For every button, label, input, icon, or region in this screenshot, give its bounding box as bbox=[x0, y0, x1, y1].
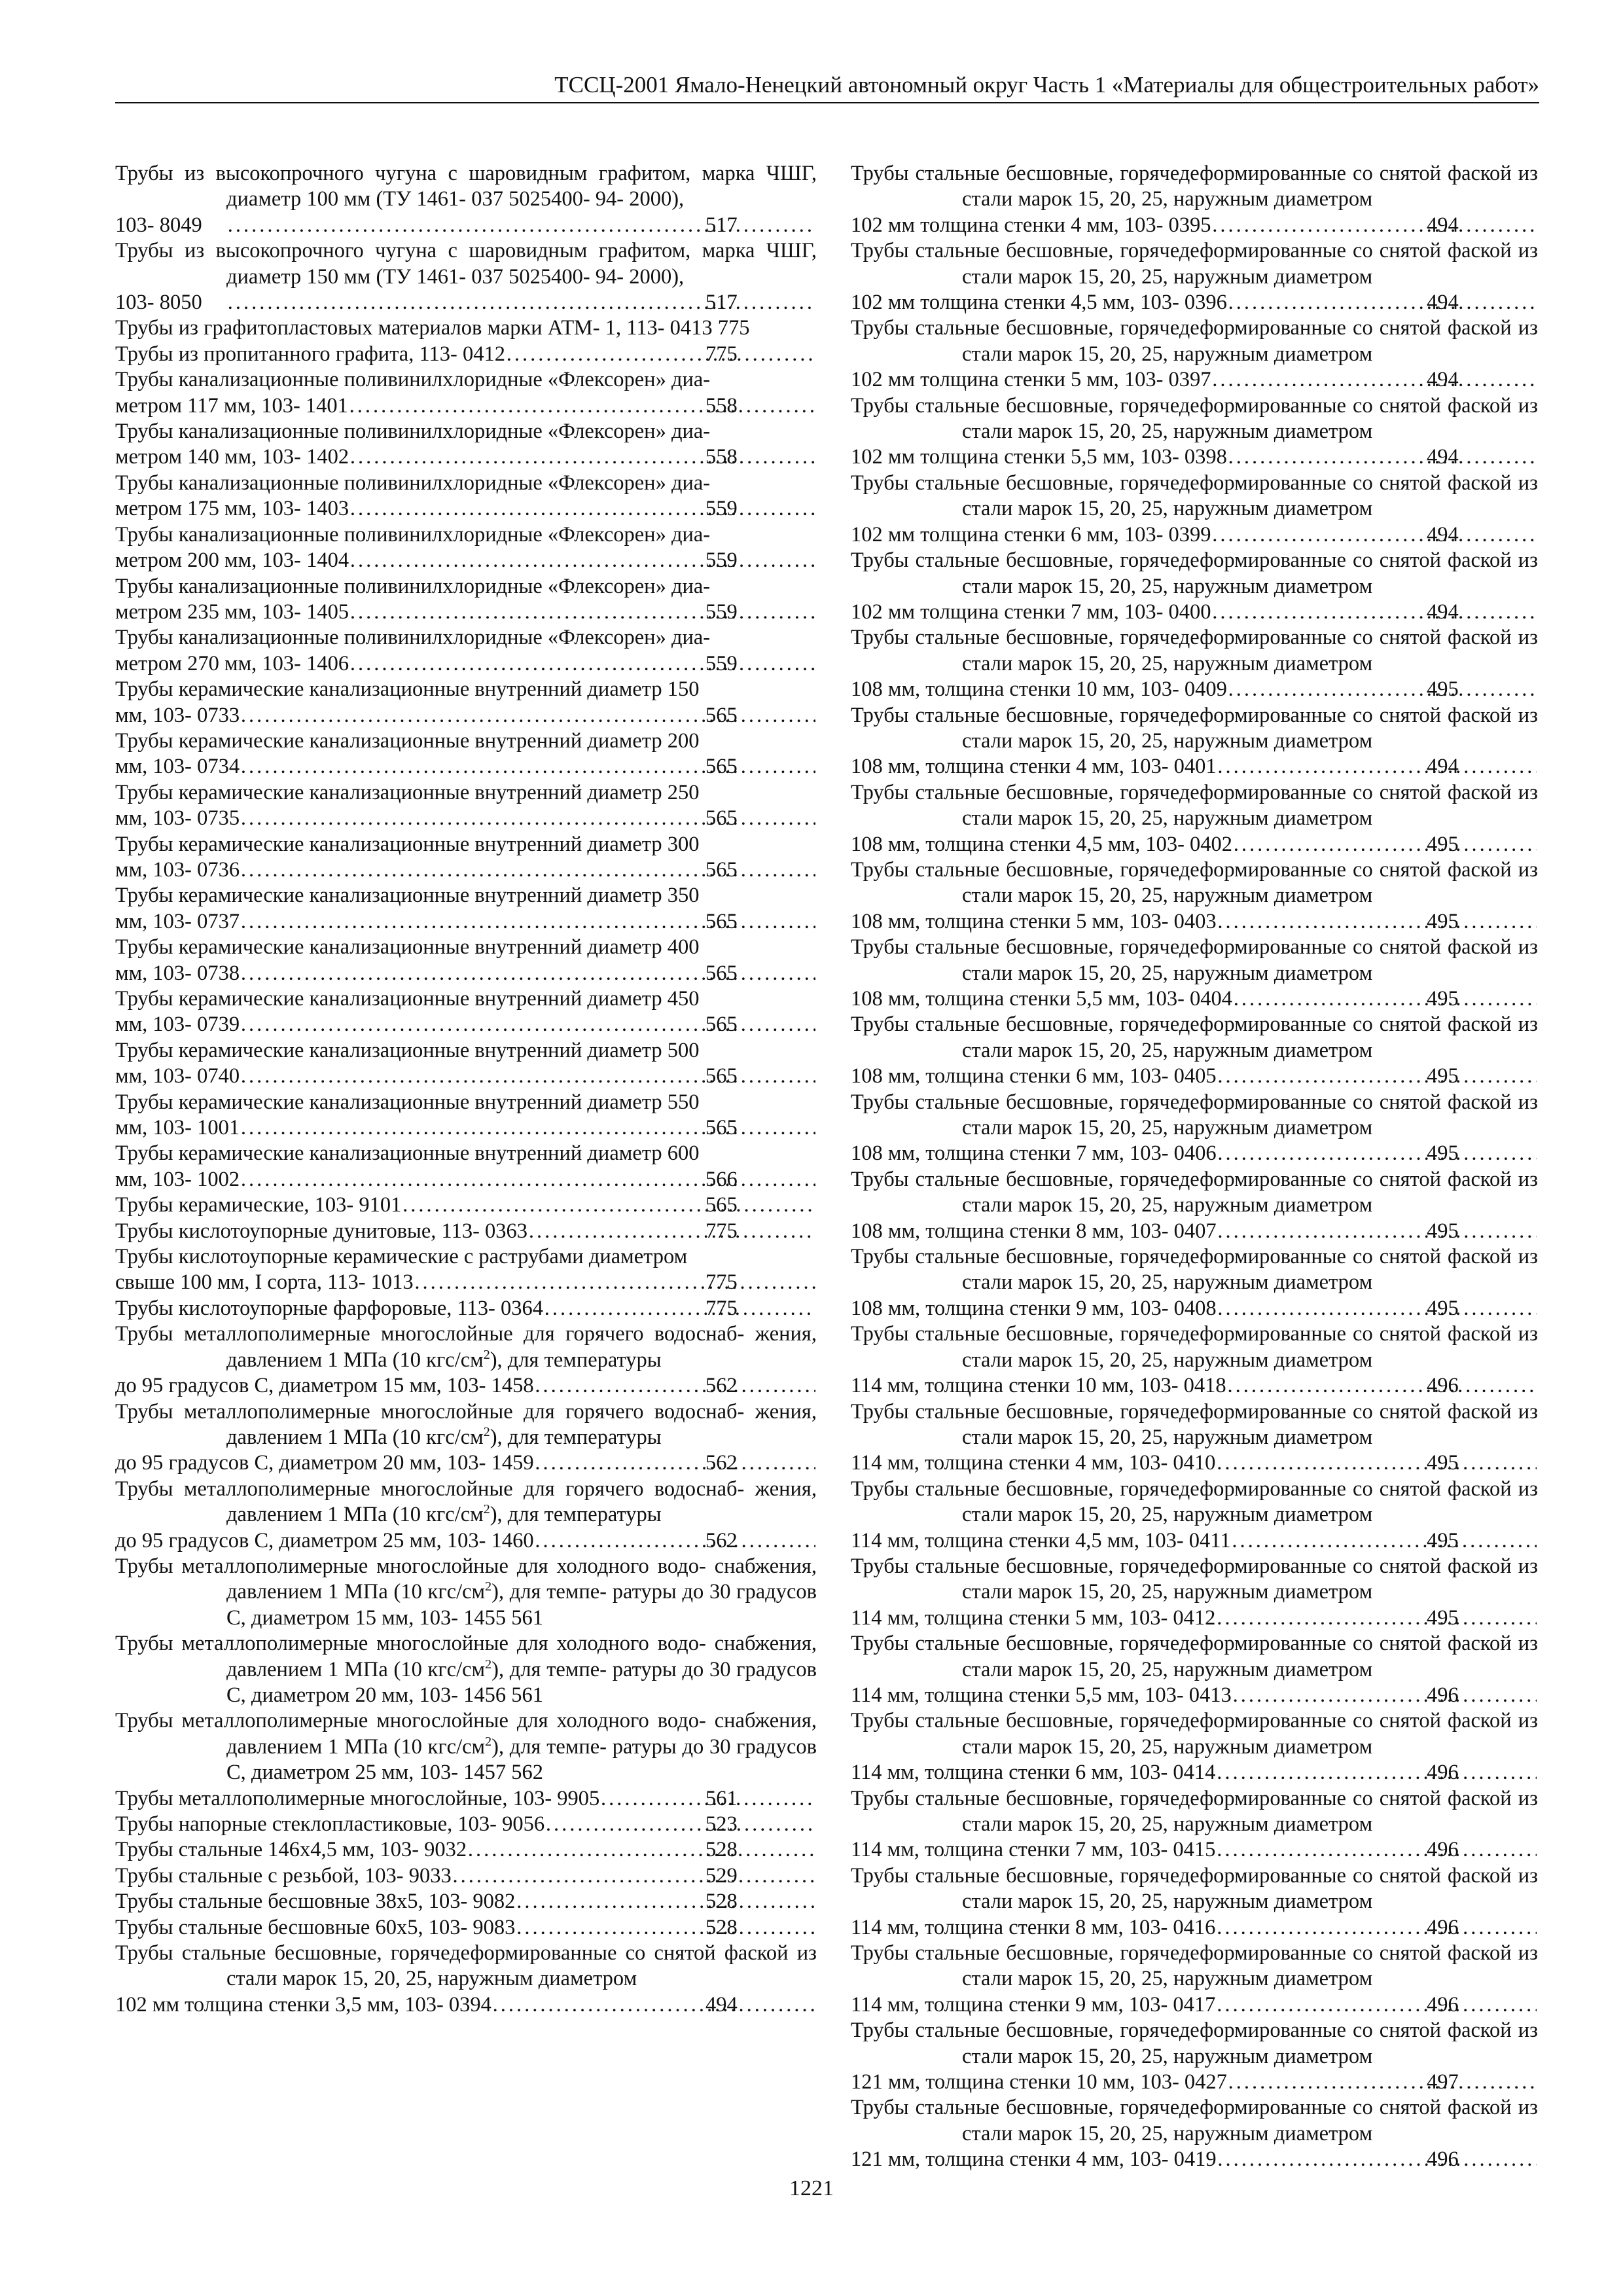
index-entry-code: 102 мм толщина стенки 4 мм, 103- 0395 bbox=[851, 213, 1211, 237]
index-entry bbox=[115, 728, 817, 780]
index-entry bbox=[851, 471, 1538, 548]
index-entry bbox=[115, 1399, 817, 1477]
dot-leader bbox=[1213, 522, 1537, 548]
index-entry-code: 108 мм, толщина стенки 8 мм, 103- 0407 bbox=[851, 1219, 1217, 1243]
index-entry-code: 108 мм, толщина стенки 6 мм, 103- 0405 bbox=[851, 1064, 1217, 1088]
index-entry bbox=[115, 1837, 817, 1863]
index-entry bbox=[851, 1708, 1538, 1785]
index-entry-line: мм, 103- 1001 ..... 565 bbox=[226, 1115, 817, 1141]
index-entry-code: метром 270 мм, 103- 1406 bbox=[115, 651, 349, 675]
index-entry-text: Трубы стальные бесшовные, горячедеформированные со снятой фаской из стали марок 15, 20, 25, наружным диаметром bbox=[851, 1167, 1538, 1217]
index-entry-line: метром 117 мм, 103- 1401 ..... 558 bbox=[226, 393, 817, 419]
index-entry-line: 114 мм, толщина стенки 6 мм, 103- 0414 ..... 496 bbox=[962, 1760, 1538, 1785]
index-entry-text: Трубы стальные бесшовные, горячедеформированные со снятой фаской из стали марок 15, 20, 25, наружным диаметром bbox=[851, 471, 1538, 521]
index-entry bbox=[851, 393, 1538, 471]
index-entry bbox=[115, 1090, 817, 1141]
index-entry bbox=[115, 1193, 817, 1218]
index-entry-line: 108 мм, толщина стенки 7 мм, 103- 0406 ..... 495 bbox=[962, 1141, 1538, 1166]
index-entry bbox=[115, 1863, 817, 1889]
index-entry-code: мм, 103- 1001 bbox=[115, 1116, 240, 1140]
index-entry-line: 102 мм толщина стенки 4,5 мм, 103- 0396 ..... 494 bbox=[962, 290, 1538, 315]
dot-leader bbox=[1218, 1219, 1537, 1244]
index-entry-text: Трубы металлополимерные многослойные для горячего водоснаб- жения, давлением 1 МПа (10 кгс/$см^2$), для температуры bbox=[115, 1322, 817, 1372]
dot-leader bbox=[1233, 1683, 1537, 1708]
index-entry bbox=[115, 1915, 817, 1941]
index-entry bbox=[851, 1631, 1538, 1708]
index-entry-line: 108 мм, толщина стенки 8 мм, 103- 0407 ..... 495 bbox=[962, 1219, 1538, 1244]
index-entry-code: 108 мм, толщина стенки 5,5 мм, 103- 0404 bbox=[851, 987, 1233, 1011]
index-entry-code: 114 мм, толщина стенки 5 мм, 103- 0412 bbox=[851, 1605, 1216, 1630]
index-entry-line: 108 мм, толщина стенки 10 мм, 103- 0409 ..... 495 bbox=[962, 677, 1538, 702]
dot-leader bbox=[1218, 754, 1537, 780]
index-entry-code: до 95 градусов С, диаметром 15 мм, 103- 1458 bbox=[115, 1374, 534, 1398]
dot-leader bbox=[507, 342, 815, 367]
index-entry-code: 102 мм толщина стенки 5,5 мм, 103- 0398 bbox=[851, 445, 1227, 469]
index-entry-line: Трубы кислотоупорные дунитовые, 113- 0363 ..... 775 bbox=[226, 1219, 817, 1244]
index-entry-code: 108 мм, толщина стенки 5 мм, 103- 0403 bbox=[851, 909, 1217, 933]
index-entry-line: 103- 8049 ..... 517 bbox=[226, 213, 817, 238]
index-column-left bbox=[115, 161, 817, 2018]
index-entry-text: Трубы из графитопластовых материалов марки АТМ- 1, 113- 0413 775 bbox=[115, 316, 750, 340]
dot-leader bbox=[1217, 1837, 1537, 1863]
index-entry bbox=[115, 935, 817, 986]
index-entry-code: метром 175 мм, 103- 1403 bbox=[115, 497, 349, 521]
index-entry-text: Трубы стальные бесшовные, горячедеформированные со снятой фаской из стали марок 15, 20, 25, наружным диаметром bbox=[851, 548, 1538, 598]
index-entry-line: метром 200 мм, 103- 1404 ..... 559 bbox=[226, 548, 817, 573]
index-entry-text: Трубы стальные бесшовные, горячедеформированные со снятой фаской из стали марок 15, 20, 25, наружным диаметром bbox=[851, 2018, 1538, 2068]
index-entry-line: Трубы стальные с резьбой, 103- 9033 ..... 529 bbox=[226, 1863, 817, 1889]
index-entry-text: Трубы стальные бесшовные, горячедеформированные со снятой фаской из стали марок 15, 20, 25, наружным диаметром bbox=[851, 239, 1538, 289]
index-entry-text: Трубы стальные бесшовные, горячедеформированные со снятой фаской из стали марок 15, 20, 25, наружным диаметром bbox=[851, 1322, 1538, 1372]
index-entry bbox=[115, 1631, 817, 1708]
index-entry-line: мм, 103- 0736 ..... 565 bbox=[226, 857, 817, 883]
index-entry-text: Трубы стальные бесшовные, горячедеформированные со снятой фаской из стали марок 15, 20, 25, наружным диаметром bbox=[851, 1941, 1538, 1991]
dot-leader bbox=[402, 1193, 815, 1218]
index-entry-code: 114 мм, толщина стенки 9 мм, 103- 0417 bbox=[851, 1992, 1216, 2017]
dot-leader bbox=[1234, 986, 1537, 1012]
index-entry-code: 102 мм толщина стенки 3,5 мм, 103- 0394 bbox=[115, 1992, 491, 2017]
index-entry bbox=[851, 703, 1538, 780]
dot-leader bbox=[535, 1450, 815, 1476]
index-entry bbox=[115, 342, 817, 367]
index-entry-text: Трубы стальные бесшовные, горячедеформированные со снятой фаской из стали марок 15, 20, 25, наружным диаметром bbox=[851, 703, 1538, 753]
index-entry-text: Трубы стальные бесшовные, горячедеформированные со снятой фаской из стали марок 15, 20, 25, наружным диаметром bbox=[851, 1245, 1538, 1295]
index-entry-text: Трубы стальные бесшовные, горячедеформированные со снятой фаской из стали марок 15, 20, 25, наружным диаметром bbox=[851, 1554, 1538, 1604]
index-entry-text: Трубы керамические канализационные внутренний диаметр 600 bbox=[115, 1141, 700, 1166]
index-entry bbox=[115, 677, 817, 728]
index-entry-text: Трубы канализационные поливинилхлоридные «Флексорен» диа- bbox=[115, 368, 711, 392]
index-entry-line: 102 мм толщина стенки 5,5 мм, 103- 0398 ..... 494 bbox=[962, 444, 1538, 470]
index-entry-text: Трубы керамические канализационные внутренний диаметр 500 bbox=[115, 1038, 700, 1062]
index-entry-text: Трубы канализационные поливинилхлоридные «Флексорен» диа- bbox=[115, 471, 711, 495]
index-entry-line: 114 мм, толщина стенки 4 мм, 103- 0410 ..... 495 bbox=[962, 1450, 1538, 1476]
index-entry-line: Трубы стальные бесшовные 60х5, 103- 9083 ..... 528 bbox=[226, 1915, 817, 1941]
index-entry-text: Трубы стальные бесшовные, горячедеформированные со снятой фаской из стали марок 15, 20, 25, наружным диаметром bbox=[851, 857, 1538, 908]
index-entry-line: 108 мм, толщина стенки 5 мм, 103- 0403 ..... 495 bbox=[962, 909, 1538, 935]
index-entry-line: 114 мм, толщина стенки 10 мм, 103- 0418 ..... 496 bbox=[962, 1373, 1538, 1399]
dot-leader bbox=[1234, 832, 1537, 857]
index-entry-text: Трубы стальные бесшовные, горячедеформированные со снятой фаской из стали марок 15, 20, 25, наружным диаметром bbox=[851, 1632, 1538, 1681]
index-entry-line: 121 мм, толщина стенки 4 мм, 103- 0419 ..... 496 bbox=[962, 2147, 1538, 2172]
dot-leader bbox=[1218, 1296, 1537, 1321]
index-entry-line: 108 мм, толщина стенки 4 мм, 103- 0401 ..... 494 bbox=[962, 754, 1538, 780]
dot-leader bbox=[1228, 677, 1537, 702]
index-entry bbox=[851, 1863, 1538, 1941]
index-entry-code: мм, 103- 0735 bbox=[115, 806, 240, 831]
index-entry-text: Трубы канализационные поливинилхлоридные «Флексорен» диа- bbox=[115, 522, 711, 547]
index-entry-code: 121 мм, толщина стенки 10 мм, 103- 0427 bbox=[851, 2070, 1227, 2094]
index-entry-text: Трубы кислотоупорные керамические с раструбами диаметром bbox=[115, 1245, 688, 1269]
index-entry-line: мм, 103- 0740 ..... 565 bbox=[226, 1064, 817, 1089]
running-header: ТССЦ-2001 Ямало-Ненецкий автономный округ Часть 1 «Материалы для общестроительных работ» bbox=[115, 71, 1539, 103]
index-entry-code: мм, 103- 1002 bbox=[115, 1167, 240, 1191]
index-entry-code: 108 мм, толщина стенки 9 мм, 103- 0408 bbox=[851, 1296, 1217, 1320]
index-entry bbox=[115, 1477, 817, 1554]
index-entry-code: 121 мм, толщина стенки 4 мм, 103- 0419 bbox=[851, 2147, 1217, 2172]
index-entry-code: Трубы стальные бесшовные 60х5, 103- 9083 bbox=[115, 1915, 516, 1939]
index-entry bbox=[115, 419, 817, 471]
index-entry bbox=[851, 1941, 1538, 2018]
index-entry-text: Трубы металлополимерные многослойные для горячего водоснаб- жения, давлением 1 МПа (10 кгс/$см^2$), для температуры bbox=[115, 1477, 817, 1527]
index-entry-line: Трубы стальные бесшовные 38х5, 103- 9082 ..... 528 bbox=[226, 1889, 817, 1914]
index-entry-text: Трубы керамические канализационные внутренний диаметр 450 bbox=[115, 987, 700, 1011]
index-entry-code: мм, 103- 0733 bbox=[115, 703, 240, 727]
index-entry bbox=[115, 1554, 817, 1631]
index-entry-line: 114 мм, толщина стенки 4,5 мм, 103- 0411 ..... 495 bbox=[962, 1528, 1538, 1554]
index-entry-text: Трубы стальные бесшовные, горячедеформированные со снятой фаской из стали марок 15, 20, 25, наружным диаметром bbox=[851, 2096, 1538, 2145]
index-entry bbox=[851, 1477, 1538, 1554]
index-entry bbox=[851, 1167, 1538, 1244]
index-entry-code: 108 мм, толщина стенки 10 мм, 103- 0409 bbox=[851, 677, 1227, 702]
index-entry-line: Трубы кислотоупорные фарфоровые, 113- 0364 ..... 775 bbox=[226, 1296, 817, 1321]
index-entry-code: 114 мм, толщина стенки 7 мм, 103- 0415 bbox=[851, 1838, 1216, 1862]
index-entry bbox=[115, 1219, 817, 1244]
dot-leader bbox=[535, 1373, 815, 1399]
index-entry-line: мм, 103- 0738 ..... 565 bbox=[226, 961, 817, 986]
index-entry-line: мм, 103- 0735 ..... 565 bbox=[226, 806, 817, 831]
dot-leader bbox=[1213, 600, 1537, 625]
index-entry bbox=[115, 883, 817, 935]
index-entry-line: Трубы из пропитанного графита, 113- 0412 ..... 775 bbox=[226, 342, 817, 367]
index-entry-line: Трубы напорные стеклопластиковые, 103- 9056 ..... 523 bbox=[226, 1812, 817, 1837]
index-entry bbox=[115, 1812, 817, 1837]
index-entry-text: Трубы металлополимерные многослойные для холодного водо- снабжения, давлением 1 МПа (10 кгс/$см^2$), для темпе- ратуры до 30 градусов С, диаметром 15 мм, 103- 1455 561 bbox=[115, 1554, 817, 1630]
index-entry bbox=[115, 1708, 817, 1785]
index-entry-text: Трубы керамические канализационные внутренний диаметр 150 bbox=[115, 677, 700, 702]
index-entry bbox=[115, 367, 817, 419]
index-entry-line: 114 мм, толщина стенки 9 мм, 103- 0417 ..... 496 bbox=[962, 1992, 1538, 2018]
dot-leader bbox=[453, 1863, 815, 1889]
index-entry bbox=[851, 1786, 1538, 1863]
index-entry-code: метром 235 мм, 103- 1405 bbox=[115, 600, 349, 624]
dot-leader bbox=[349, 393, 815, 419]
index-entry-line: 108 мм, толщина стенки 4,5 мм, 103- 0402 ..... 495 bbox=[962, 832, 1538, 857]
index-entry-code: мм, 103- 0739 bbox=[115, 1013, 240, 1037]
index-entry-text: Трубы стальные бесшовные, горячедеформированные со снятой фаской из стали марок 15, 20, 25, наружным диаметром bbox=[851, 626, 1538, 675]
dot-leader bbox=[1218, 909, 1537, 935]
index-entry bbox=[115, 625, 817, 677]
index-entry-text: Трубы стальные бесшовные, горячедеформированные со снятой фаской из стали марок 15, 20, 25, наружным диаметром bbox=[851, 780, 1538, 831]
dot-leader bbox=[1217, 1450, 1537, 1476]
dot-leader bbox=[1228, 1373, 1537, 1399]
index-entry-text: Трубы стальные бесшовные, горячедеформированные со снятой фаской из стали марок 15, 20, 25, наружным диаметром bbox=[851, 162, 1538, 211]
index-entry bbox=[851, 238, 1538, 315]
index-entry-line: свыше 100 мм, I сорта, 113- 1013 ..... 775 bbox=[226, 1270, 817, 1295]
dot-leader bbox=[350, 651, 815, 677]
index-entry-line: 114 мм, толщина стенки 5 мм, 103- 0412 ..... 495 bbox=[962, 1605, 1538, 1631]
index-entry-code: Трубы стальные с резьбой, 103- 9033 bbox=[115, 1863, 452, 1888]
index-entry bbox=[851, 1321, 1538, 1399]
index-entry bbox=[851, 161, 1538, 238]
index-entry-line: мм, 103- 0737 ..... 565 bbox=[226, 909, 817, 935]
index-entry bbox=[851, 548, 1538, 625]
index-entry-line: 114 мм, толщина стенки 7 мм, 103- 0415 ..... 496 bbox=[962, 1837, 1538, 1863]
index-column-right bbox=[851, 161, 1538, 2173]
index-entry-text: Трубы керамические канализационные внутренний диаметр 350 bbox=[115, 884, 700, 908]
index-entry-text: Трубы металлополимерные многослойные для холодного водо- снабжения, давлением 1 МПа (10 кгс/$см^2$), для темпе- ратуры до 30 градусов С, диаметром 25 мм, 103- 1457 562 bbox=[115, 1709, 817, 1785]
index-entry-code: мм, 103- 0734 bbox=[115, 755, 240, 779]
index-entry bbox=[115, 574, 817, 626]
index-entry bbox=[851, 315, 1538, 393]
dot-leader bbox=[1217, 1992, 1537, 2018]
index-entry-text: Трубы стальные бесшовные, горячедеформированные со снятой фаской из стали марок 15, 20, 25, наружным диаметром bbox=[851, 1709, 1538, 1759]
index-entry-text: Трубы стальные бесшовные, горячедеформированные со снятой фаской из стали марок 15, 20, 25, наружным диаметром bbox=[851, 1090, 1538, 1140]
page-number: 1221 bbox=[789, 2176, 834, 2200]
index-entry bbox=[851, 935, 1538, 1012]
dot-leader bbox=[350, 548, 815, 573]
index-entry-code: 114 мм, толщина стенки 4 мм, 103- 0410 bbox=[851, 1451, 1216, 1475]
index-entry-line: метром 235 мм, 103- 1405 ..... 559 bbox=[226, 600, 817, 625]
index-entry-text: Трубы из высокопрочного чугуна с шаровидным графитом, марка ЧШГ, диаметр 100 мм (ТУ 1461- 037 5025400- 94- 2000), bbox=[115, 162, 817, 211]
index-entry-text: Трубы стальные бесшовные, горячедеформированные со снятой фаской из стали марок 15, 20, 25, наружным диаметром bbox=[851, 1399, 1538, 1449]
index-entry-text: Трубы канализационные поливинилхлоридные «Флексорен» диа- bbox=[115, 626, 711, 650]
index-entry-code: мм, 103- 0737 bbox=[115, 909, 240, 933]
index-entry-code: 102 мм толщина стенки 4,5 мм, 103- 0396 bbox=[851, 291, 1227, 315]
dot-leader bbox=[468, 1837, 815, 1863]
index-entry-code: 102 мм толщина стенки 5 мм, 103- 0397 bbox=[851, 368, 1211, 392]
index-entry-code: Трубы керамические, 103- 9101 bbox=[115, 1193, 402, 1217]
index-entry bbox=[851, 2095, 1538, 2172]
index-entry bbox=[115, 1141, 817, 1193]
dot-leader bbox=[1213, 367, 1537, 393]
index-entry-text: Трубы стальные бесшовные, горячедеформированные со снятой фаской из стали марок 15, 20, 25, наружным диаметром bbox=[851, 935, 1538, 985]
dot-leader bbox=[1228, 444, 1537, 470]
dot-leader bbox=[350, 600, 815, 625]
index-entry bbox=[851, 1244, 1538, 1321]
index-entry-code: 102 мм толщина стенки 6 мм, 103- 0399 bbox=[851, 522, 1211, 547]
index-entry-code: 114 мм, толщина стенки 6 мм, 103- 0414 bbox=[851, 1761, 1216, 1785]
index-entry bbox=[851, 2018, 1538, 2095]
index-entry-line: 103- 8050 ..... 517 bbox=[226, 290, 817, 315]
index-entry-code: 108 мм, толщина стенки 4 мм, 103- 0401 bbox=[851, 755, 1217, 779]
index-entry-line: 102 мм толщина стенки 6 мм, 103- 0399 ..... 494 bbox=[962, 522, 1538, 548]
dot-leader bbox=[1217, 1605, 1537, 1631]
index-entry bbox=[851, 1554, 1538, 1631]
index-entry bbox=[115, 1941, 817, 2018]
index-entry-code: 114 мм, толщина стенки 10 мм, 103- 0418 bbox=[851, 1374, 1226, 1398]
index-entry bbox=[851, 1012, 1538, 1089]
index-entry bbox=[115, 522, 817, 574]
index-entry bbox=[115, 238, 817, 315]
index-entry-text: Трубы стальные бесшовные, горячедеформированные со снятой фаской из стали марок 15, 20, 25, наружным диаметром bbox=[115, 1941, 817, 1991]
dot-leader bbox=[1228, 2070, 1537, 2095]
index-entry-text: Трубы керамические канализационные внутренний диаметр 400 bbox=[115, 935, 700, 960]
index-entry bbox=[115, 1296, 817, 1321]
index-entry-code: Трубы металлополимерные многослойные, 103- 9905 bbox=[115, 1786, 600, 1810]
index-entry-code: Трубы из пропитанного графита, 113- 0412 bbox=[115, 342, 505, 366]
index-entry-code: мм, 103- 0738 bbox=[115, 961, 240, 985]
dot-leader bbox=[1232, 1528, 1537, 1554]
index-entry-line: метром 270 мм, 103- 1406 ..... 559 bbox=[226, 651, 817, 677]
index-entry-line: мм, 103- 0734 ..... 565 bbox=[226, 754, 817, 780]
index-entry-code: Трубы кислотоупорные дунитовые, 113- 0363 bbox=[115, 1219, 528, 1243]
index-entry-line: до 95 градусов С, диаметром 25 мм, 103- 1460 ..... 562 bbox=[226, 1528, 817, 1554]
index-entry-line: метром 140 мм, 103- 1402 ..... 558 bbox=[226, 444, 817, 470]
index-entry-line: 114 мм, толщина стенки 5,5 мм, 103- 0413 ..... 496 bbox=[962, 1683, 1538, 1708]
index-entry-text: Трубы металлополимерные многослойные для горячего водоснаб- жения, давлением 1 МПа (10 кгс/$см^2$), для температуры bbox=[115, 1399, 817, 1449]
index-entry bbox=[851, 1399, 1538, 1477]
dot-leader bbox=[493, 1992, 815, 2018]
index-entry-code: метром 140 мм, 103- 1402 bbox=[115, 445, 349, 469]
index-entry-code: метром 117 мм, 103- 1401 bbox=[115, 393, 348, 418]
index-entry-line: метром 175 мм, 103- 1403 ..... 559 bbox=[226, 496, 817, 522]
index-entry-code: Трубы напорные стеклопластиковые, 103- 9056 bbox=[115, 1812, 545, 1836]
index-entry-code: до 95 градусов С, диаметром 25 мм, 103- 1460 bbox=[115, 1528, 534, 1552]
index-entry-code: Трубы стальные 146х4,5 мм, 103- 9032 bbox=[115, 1838, 467, 1862]
index-entry bbox=[115, 832, 817, 884]
index-entry-line: 108 мм, толщина стенки 6 мм, 103- 0405 ..... 495 bbox=[962, 1064, 1538, 1089]
index-entry bbox=[115, 986, 817, 1038]
index-entry-line: 108 мм, толщина стенки 9 мм, 103- 0408 ..... 495 bbox=[962, 1296, 1538, 1321]
index-entry-line: мм, 103- 1002 ..... 566 bbox=[226, 1167, 817, 1193]
dot-leader bbox=[544, 1296, 815, 1321]
index-entry-text: Трубы керамические канализационные внутренний диаметр 550 bbox=[115, 1090, 700, 1114]
index-entry bbox=[851, 780, 1538, 857]
index-entry-text: Трубы из высокопрочного чугуна с шаровидным графитом, марка ЧШГ, диаметр 150 мм (ТУ 1461- 037 5025400- 94- 2000), bbox=[115, 239, 817, 289]
index-entry-code: Трубы кислотоупорные фарфоровые, 113- 0364 bbox=[115, 1296, 543, 1320]
index-entry-text: Трубы керамические канализационные внутренний диаметр 200 bbox=[115, 728, 700, 753]
index-entry-text: Трубы керамические канализационные внутренний диаметр 250 bbox=[115, 780, 700, 804]
index-entry-line: 114 мм, толщина стенки 8 мм, 103- 0416 ..... 496 bbox=[962, 1915, 1538, 1941]
index-entry-line: до 95 градусов С, диаметром 20 мм, 103- 1459 ..... 562 bbox=[226, 1450, 817, 1476]
dot-leader bbox=[535, 1528, 815, 1554]
index-entry-code: метром 200 мм, 103- 1404 bbox=[115, 548, 349, 573]
index-entry-text: Трубы стальные бесшовные, горячедеформированные со снятой фаской из стали марок 15, 20, 25, наружным диаметром bbox=[851, 316, 1538, 366]
index-entry-text: Трубы стальные бесшовные, горячедеформированные со снятой фаской из стали марок 15, 20, 25, наружным диаметром bbox=[851, 1013, 1538, 1062]
index-entry-code: Трубы стальные бесшовные 38х5, 103- 9082 bbox=[115, 1890, 516, 1914]
dot-leader bbox=[350, 496, 815, 522]
index-entry-code: мм, 103- 0736 bbox=[115, 857, 240, 882]
index-entry-code: мм, 103- 0740 bbox=[115, 1064, 240, 1088]
index-entry bbox=[851, 625, 1538, 702]
index-entry-line: мм, 103- 0739 ..... 565 bbox=[226, 1012, 817, 1037]
dot-leader bbox=[1218, 2147, 1537, 2172]
index-entry-text: Трубы канализационные поливинилхлоридные «Флексорен» диа- bbox=[115, 574, 711, 598]
dot-leader bbox=[546, 1812, 815, 1837]
index-entry-text: Трубы стальные бесшовные, горячедеформированные со снятой фаской из стали марок 15, 20, 25, наружным диаметром bbox=[851, 393, 1538, 444]
index-entry-line: 102 мм толщина стенки 7 мм, 103- 0400 ..... 494 bbox=[962, 600, 1538, 625]
index-entry bbox=[115, 471, 817, 522]
index-entry bbox=[115, 1321, 817, 1399]
index-entry-line: 102 мм толщина стенки 3,5 мм, 103- 0394 ..... 494 bbox=[226, 1992, 817, 2018]
index-entry-line: мм, 103- 0733 ..... 565 bbox=[226, 703, 817, 728]
index-entry bbox=[115, 161, 817, 238]
index-entry-code: 114 мм, толщина стенки 8 мм, 103- 0416 bbox=[851, 1915, 1216, 1939]
index-entry-line: 102 мм толщина стенки 5 мм, 103- 0397 ..... 494 bbox=[962, 367, 1538, 393]
index-entry-text: Трубы керамические канализационные внутренний диаметр 300 bbox=[115, 832, 700, 856]
index-entry-text: Трубы стальные бесшовные, горячедеформированные со снятой фаской из стали марок 15, 20, 25, наружным диаметром bbox=[851, 1786, 1538, 1836]
index-entry-code: свыше 100 мм, I сорта, 113- 1013 bbox=[115, 1270, 414, 1295]
index-entry bbox=[851, 1090, 1538, 1167]
index-entry-code: 108 мм, толщина стенки 7 мм, 103- 0406 bbox=[851, 1141, 1217, 1166]
index-entry-line: Трубы металлополимерные многослойные, 103- 9905 ..... 561 bbox=[226, 1786, 817, 1812]
index-entry-line: 102 мм толщина стенки 4 мм, 103- 0395 ..... 494 bbox=[962, 213, 1538, 238]
index-entry-line: Трубы стальные 146х4,5 мм, 103- 9032 ..... 528 bbox=[226, 1837, 817, 1863]
index-entry-code: до 95 градусов С, диаметром 20 мм, 103- 1459 bbox=[115, 1451, 534, 1475]
dot-leader bbox=[350, 444, 815, 470]
index-entry bbox=[115, 1786, 817, 1812]
index-entry-code: 102 мм толщина стенки 7 мм, 103- 0400 bbox=[851, 600, 1211, 624]
index-entry bbox=[115, 1889, 817, 1914]
index-entry bbox=[115, 315, 817, 341]
dot-leader bbox=[1218, 1064, 1537, 1089]
dot-leader bbox=[1217, 1915, 1537, 1941]
index-entry-text: Трубы металлополимерные многослойные для холодного водо- снабжения, давлением 1 МПа (10 кгс/$см^2$), для темпе- ратуры до 30 градусов С, диаметром 20 мм, 103- 1456 561 bbox=[115, 1632, 817, 1707]
dot-leader bbox=[1213, 213, 1537, 238]
dot-leader bbox=[1218, 1141, 1537, 1166]
index-entry-line: 121 мм, толщина стенки 10 мм, 103- 0427 ..... 497 bbox=[962, 2070, 1538, 2095]
index-entry-text: Трубы канализационные поливинилхлоридные «Флексорен» диа- bbox=[115, 420, 711, 444]
index-entry bbox=[115, 1244, 817, 1296]
dot-leader bbox=[1228, 290, 1537, 315]
index-entry bbox=[115, 780, 817, 832]
index-entry bbox=[851, 857, 1538, 935]
index-entry-code: 108 мм, толщина стенки 4,5 мм, 103- 0402 bbox=[851, 832, 1233, 856]
dot-leader bbox=[415, 1270, 815, 1295]
index-entry bbox=[115, 1038, 817, 1090]
index-entry-line: 108 мм, толщина стенки 5,5 мм, 103- 0404 ..... 495 bbox=[962, 986, 1538, 1012]
dot-leader bbox=[1217, 1760, 1537, 1785]
index-entry-text: Трубы стальные бесшовные, горячедеформированные со снятой фаской из стали марок 15, 20, 25, наружным диаметром bbox=[851, 1477, 1538, 1527]
index-entry-code: 114 мм, толщина стенки 5,5 мм, 103- 0413 bbox=[851, 1683, 1232, 1707]
dot-leader bbox=[516, 1889, 815, 1914]
index-entry-line: до 95 градусов С, диаметром 15 мм, 103- 1458 ..... 562 bbox=[226, 1373, 817, 1399]
index-entry-text: Трубы стальные бесшовные, горячедеформированные со снятой фаской из стали марок 15, 20, 25, наружным диаметром bbox=[851, 1863, 1538, 1914]
dot-leader bbox=[529, 1219, 815, 1244]
index-entry-line: Трубы керамические, 103- 9101 ..... 565 bbox=[226, 1193, 817, 1218]
index-entry-code: 114 мм, толщина стенки 4,5 мм, 103- 0411 bbox=[851, 1528, 1231, 1552]
dot-leader bbox=[516, 1915, 815, 1941]
